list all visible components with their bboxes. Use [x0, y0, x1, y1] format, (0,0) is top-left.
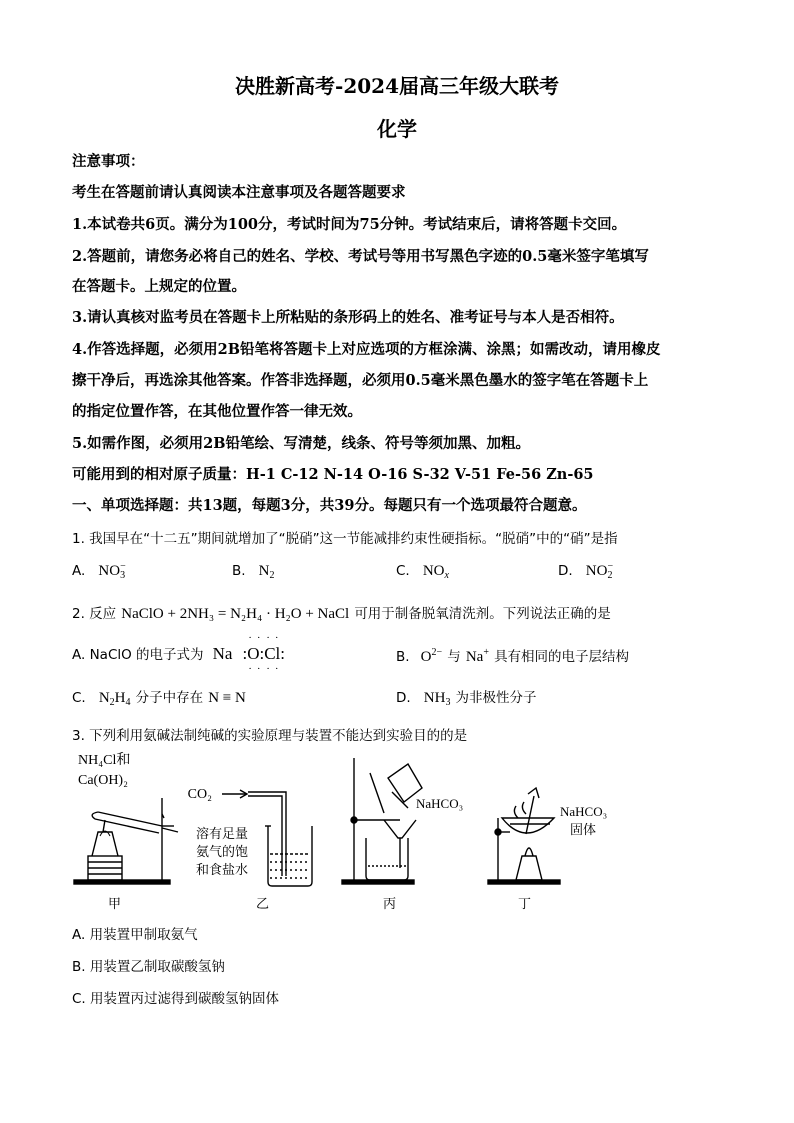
q1-option-d: D. $NO_2^-$	[558, 561, 614, 581]
jia-reagent-line1: NH₄Cl和	[78, 753, 131, 768]
jia-reagent-line2: Ca(OH)₂	[78, 773, 128, 788]
ding-reagent-line2: 固体	[570, 822, 597, 837]
q1-option-c: C. $NO_x$	[396, 563, 449, 581]
q3-apparatus-figure	[70, 748, 630, 918]
bing-reagent-label: NaHCO₃	[416, 796, 464, 811]
q2-b-text2: 具有相同的电子层结构	[494, 649, 630, 665]
notice-item-1: 1.本试卷共6页。满分为100分，考试时间为75分钟。考试结束后，请将答题卡交回。	[72, 216, 627, 233]
q2-stem-pre: 2. 反应	[72, 606, 117, 622]
yi-gas-label: CO₂	[187, 787, 212, 802]
apparatus-bing	[342, 758, 422, 884]
option-label: D.	[396, 690, 411, 706]
fig-label-bing: 丙	[383, 897, 397, 912]
option-label: D.	[558, 563, 573, 579]
q2-option-a	[72, 632, 286, 675]
q3-option-a: A. 用装置甲制取氨气	[72, 927, 198, 943]
option-label: B.	[232, 563, 246, 579]
apparatus-ding	[488, 788, 560, 884]
q2-stem-post: 可用于制备脱氧清洗剂。下列说法正确的是	[354, 606, 611, 622]
option-label: C.	[72, 690, 86, 706]
notice-item-2a: 2.答题前，请您务必将自己的姓名、学校、考试号等用书写黑色字迹的0.5毫米签字笔填写	[72, 248, 649, 265]
q2-option-d: D. $NH_3$ 为非极性分子	[396, 690, 537, 708]
ding-reagent-line1: NaHCO₃	[560, 804, 608, 819]
q2-option-c: C. $N_2H_4$ 分子中存在 N ≡ N	[72, 690, 246, 708]
notice-heading: 注意事项：	[72, 153, 145, 170]
apparatus-jia	[74, 798, 178, 884]
option-label: A.	[72, 563, 86, 579]
q1-option-a: A. $NO_3^-$	[72, 561, 126, 581]
q2-d-text: 为非极性分子	[455, 690, 537, 706]
q2-equation: NaClO + 2NH₃ = N₂H₄ · H₂O + NaCl	[121, 606, 350, 622]
notice-item-4c: 的指定位置作答，在其他位置作答一律无效。	[72, 403, 362, 420]
q2-option-b: B. $O^{2-}$ 与 Na+ 具有相同的电子层结构	[396, 647, 630, 665]
option-label: C.	[396, 563, 410, 579]
notice-intro: 考生在答题前请认真阅读本注意事项及各题答题要求	[72, 184, 406, 201]
q2-a-text: A. NaClO 的电子式为	[72, 647, 204, 663]
q2-b-text: 与	[447, 649, 461, 665]
q2-c-text: 分子中存在	[135, 690, 204, 706]
fig-label-ding: 丁	[518, 897, 532, 912]
q1-stem: 1. 我国早在“十二五”期间就增加了“脱硝”这一节能减排约束性硬指标。“脱硝”中的“硝”是指	[72, 531, 618, 547]
q3-option-c: C. 用装置丙过滤得到碳酸氢钠固体	[72, 991, 280, 1007]
q3-option-b: B. 用装置乙制取碳酸氢钠	[72, 959, 225, 975]
fig-label-jia: 甲	[108, 897, 122, 912]
atomic-mass-line: 可能用到的相对原子质量：H-1 C-12 N-14 O-16 S-32 V-51 Fe-56 Zn-65	[72, 466, 594, 483]
q1-option-b: B. $N_2$	[232, 563, 275, 581]
notice-item-5: 5.如需作图，必须用2B铅笔绘、写清楚，线条、符号等须加黑、加粗。	[72, 435, 530, 452]
lewis-structure: Na :O ·· ·· :Cl ·· ·· :	[212, 632, 286, 675]
yi-liquid-line2: 氨气的饱	[196, 844, 249, 859]
notice-item-4b: 擦干净后，再选涂其他答案。作答非选择题，必须用0.5毫米黑色墨水的签字笔在答题卡上	[72, 372, 649, 389]
q3-stem: 3. 下列利用氨碱法制纯碱的实验原理与装置不能达到实验目的的是	[72, 728, 468, 744]
q2-stem	[72, 602, 611, 623]
option-label: B.	[396, 649, 410, 665]
section-heading: 一、单项选择题：共13题，每题3分，共39分。每题只有一个选项最符合题意。	[72, 497, 587, 514]
exam-title: 决胜新高考-2024届高三年级大联考	[235, 74, 559, 98]
fig-label-yi: 乙	[256, 897, 270, 912]
notice-item-4a: 4.作答选择题，必须用2B铅笔将答题卡上对应选项的方框涂满、涂黑；如需改动，请用橡皮	[72, 341, 661, 358]
notice-item-3: 3.请认真核对监考员在答题卡上所粘贴的条形码上的姓名、准考证号与本人是否相符。	[72, 309, 624, 326]
yi-liquid-line3: 和食盐水	[196, 862, 249, 877]
yi-liquid-line1: 溶有足量	[196, 826, 249, 841]
subject-title: 化学	[377, 117, 417, 141]
notice-item-2b: 在答题卡。上规定的位置。	[72, 278, 246, 295]
